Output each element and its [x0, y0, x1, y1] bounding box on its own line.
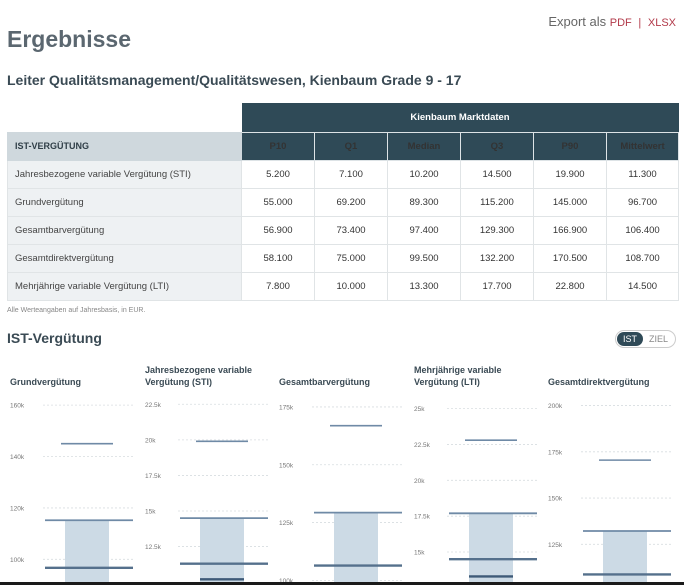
row-header-title: IST-VERGÜTUNG: [8, 132, 242, 160]
table-cell: 5.200: [242, 160, 315, 188]
chart-title: Grundvergütung: [10, 377, 81, 387]
y-tick-label: 120k: [10, 505, 25, 513]
export-xlsx-link[interactable]: XLSX: [647, 17, 676, 29]
ist-ziel-toggle-bottom[interactable]: [615, 330, 676, 348]
y-tick-label: 175k: [548, 449, 563, 457]
y-tick-label: 20k: [145, 437, 156, 445]
chart-plot: [276, 400, 411, 585]
chart-plot: [545, 400, 680, 585]
chart-plot: [142, 400, 277, 585]
chart-plot: [411, 400, 546, 585]
table-cell: 108.700: [607, 244, 679, 272]
table-cell: 14.500: [461, 160, 534, 188]
export-label: Export als: [548, 14, 607, 29]
chart-sti: [142, 360, 277, 585]
table-cell: 75.000: [315, 244, 388, 272]
iqr-box: [469, 513, 513, 585]
table-cell: 115.200: [461, 188, 534, 216]
market-data-group-header: Kienbaum Marktdaten: [242, 103, 679, 132]
table-cell: 22.800: [534, 272, 607, 300]
export-bar: [548, 14, 676, 29]
table-cell: 56.900: [242, 216, 315, 244]
chart-title: Gesamtbarvergütung: [279, 377, 371, 387]
table-cell: 69.200: [315, 188, 388, 216]
iqr-box: [65, 520, 109, 585]
table-cell: 166.900: [534, 216, 607, 244]
table-cell: 58.100: [242, 244, 315, 272]
iqr-box: [200, 518, 244, 585]
table-cell: 97.400: [388, 216, 461, 244]
page-title: Ergebnisse: [7, 26, 131, 52]
table-cell: 129.300: [461, 216, 534, 244]
table-footnote: Alle Werteangaben auf Jahresbasis, in EUR.: [7, 307, 146, 314]
section-title: IST-Vergütung: [7, 330, 102, 346]
table-row: [8, 244, 679, 272]
toggle-ziel-option[interactable]: ZIEL: [648, 334, 668, 344]
chart-title: Gesamtdirektvergütung: [548, 377, 650, 387]
y-tick-label: 15k: [414, 549, 425, 557]
iqr-box: [603, 531, 647, 585]
table-row: [8, 272, 679, 300]
y-tick-label: 150k: [279, 462, 294, 470]
column-header-q3: Q3: [461, 132, 534, 160]
table-corner-blank: [8, 103, 242, 132]
table-cell: 132.200: [461, 244, 534, 272]
chart-title: Mehrjährige variable Vergütung (LTI): [414, 365, 502, 387]
column-header-median: Median: [388, 132, 461, 160]
position-subtitle: Leiter Qualitätsmanagement/Qualitätswesen, Kienbaum Grade 9 - 17: [7, 72, 462, 88]
table-cell: 106.400: [607, 216, 679, 244]
table-cell: 10.200: [388, 160, 461, 188]
table-cell: 17.700: [461, 272, 534, 300]
y-tick-label: 15k: [145, 508, 156, 516]
y-tick-label: 125k: [548, 541, 563, 549]
compensation-table: [7, 103, 679, 301]
table-row: [8, 216, 679, 244]
table-cell: 55.000: [242, 188, 315, 216]
table-cell: 13.300: [388, 272, 461, 300]
y-tick-label: 22.5k: [414, 441, 430, 449]
y-tick-label: 22.5k: [145, 401, 161, 409]
y-tick-label: 17.5k: [145, 472, 161, 480]
y-tick-label: 20k: [414, 477, 425, 485]
row-label: Mehrjährige variable Vergütung (LTI): [8, 272, 242, 300]
column-header-mean: Mittelwert: [607, 132, 679, 160]
table-row: [8, 160, 679, 188]
y-tick-label: 17.5k: [414, 513, 430, 521]
row-label: Gesamtdirektvergütung: [8, 244, 242, 272]
y-tick-label: 175k: [279, 404, 294, 412]
y-tick-label: 150k: [548, 495, 563, 503]
table-cell: 19.900: [534, 160, 607, 188]
y-tick-label: 140k: [10, 454, 25, 462]
column-header-p90: P90: [534, 132, 607, 160]
table-cell: 170.500: [534, 244, 607, 272]
y-tick-label: 125k: [279, 520, 294, 528]
table-cell: 7.100: [315, 160, 388, 188]
chart-lti: [411, 360, 546, 585]
toggle-ist-option[interactable]: IST: [617, 332, 643, 346]
iqr-box: [334, 513, 378, 585]
table-cell: 7.800: [242, 272, 315, 300]
column-header-p10: P10: [242, 132, 315, 160]
chart-title: Jahresbezogene variable Vergütung (STI): [145, 365, 253, 387]
column-header-q1: Q1: [315, 132, 388, 160]
y-tick-label: 160k: [10, 402, 25, 410]
table-header-row: [8, 132, 679, 160]
table-cell: 11.300: [607, 160, 679, 188]
chart-plot: [7, 400, 142, 585]
row-label: Jahresbezogene variable Vergütung (STI): [8, 160, 242, 188]
table-cell: 96.700: [607, 188, 679, 216]
table-cell: 145.000: [534, 188, 607, 216]
table-cell: 14.500: [607, 272, 679, 300]
export-separator: |: [638, 17, 642, 29]
export-pdf-link[interactable]: PDF: [609, 17, 632, 29]
table-cell: 10.000: [315, 272, 388, 300]
y-tick-label: 100k: [10, 556, 25, 564]
row-label: Gesamtbarvergütung: [8, 216, 242, 244]
chart-grundverguetung: [7, 360, 142, 585]
chart-gesamtbarverguetung: [276, 360, 411, 585]
y-tick-label: 12.5k: [145, 544, 161, 552]
table-cell: 99.500: [388, 244, 461, 272]
y-tick-label: 25k: [414, 406, 425, 414]
row-label: Grundvergütung: [8, 188, 242, 216]
table-cell: 73.400: [315, 216, 388, 244]
table-cell: 89.300: [388, 188, 461, 216]
chart-gesamtdirektverguetung: [545, 360, 680, 585]
table-row: [8, 188, 679, 216]
y-tick-label: 200k: [548, 403, 563, 411]
